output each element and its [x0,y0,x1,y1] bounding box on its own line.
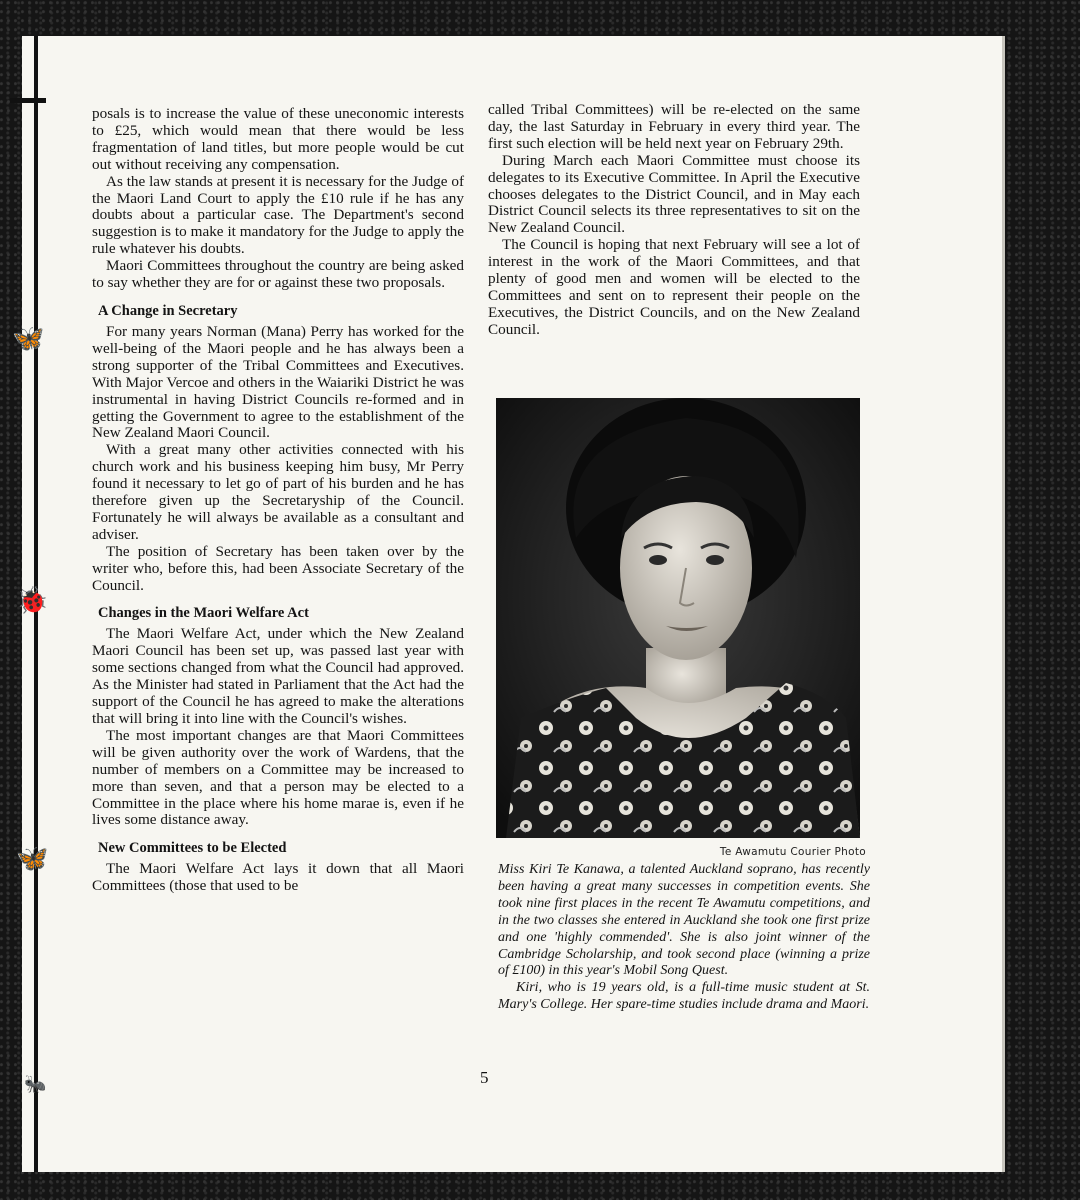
paragraph: During March each Maori Committee must choose its delegates to its Executive Committee. In April the Executive chooses delegates to the District Council, and in May each District Council selects its three representatives to sit on the New Zealand Council. [488,151,860,237]
binding-cap [10,98,46,103]
left-column [92,106,464,895]
paragraph: called Tribal Committees) will be re-elected on the same day, the last Saturday in February in every third year. The first such election will be held next year on February 29th. [488,101,860,152]
moth-silhouette-icon: 🦋 [16,844,49,874]
paragraph: For many years Norman (Mana) Perry has worked for the well-being of the Maori people and he has always been a strong supporter of the Tribal Committees and Executives. With Major Vercoe and others in the Waiariki District he was instrumental in having District Councils re-formed and in getting the Government to agree to the establishment of the New Zealand Maori Council. [92,322,464,442]
paragraph: posals is to increase the value of these uneconomic interests to £25, which would mean that there would be less fragmentation of land titles, but more people would be cut out without receiving any compensation. [92,105,464,173]
photo-credit: Te Awamutu Courier Photo [719,846,866,858]
section-heading-secretary: A Change in Secretary [98,302,238,319]
paragraph: Maori Committees throughout the country are being asked to say whether they are for or against these two proposals. [92,257,464,292]
page-number: 5 [480,1068,489,1087]
portrait-illustration [496,398,860,838]
paragraph: As the law stands at present it is necessary for the Judge of the Maori Land Court to apply the £10 rule if he has any doubts about a particular case. The Department's second suggestion is to make it mandatory for the Judge to apply the rule whatever his doubts. [92,172,464,258]
moth-silhouette-icon: 🦋 [12,324,45,354]
section-heading-welfare-act: Changes in the Maori Welfare Act [98,605,309,622]
bug-silhouette-icon: 🐜 [24,1074,47,1095]
caption-paragraph: Kiri, who is 19 years old, is a full-time music student at St. Mary's College. Her spare-time studies include drama and Maori. [498,980,870,1013]
section-heading-committees: New Committees to be Elected [98,840,287,857]
beetle-silhouette-icon: 🐞 [16,586,49,616]
photo-caption [498,862,870,1014]
paragraph: With a great many other activities connected with his church work and his business keeping him busy, Mr Perry found it necessary to let go of part of his burden and he has therefore given up the Secretaryship of the Council. Fortunately he will always be available as a consultant and adviser. [92,441,464,543]
paragraph: The Maori Welfare Act lays it down that all Maori Committees (those that used to be [92,860,464,895]
right-column [488,102,860,339]
portrait-photo [496,398,860,838]
caption-paragraph: Miss Kiri Te Kanawa, a talented Auckland soprano, has recently been having a great many successes in competition events. She took nine first places in the recent Te Awamutu competitions, and in the two classes she entered in Auckland she took one first prize and one 'highly commended'. She is also joint winner of the Cambridge Scholarship, and took second place (winning a prize of £100) in this year's Mobil Song Quest. [498,862,870,979]
page-edge-shadow [1002,36,1005,1172]
paragraph: The position of Secretary has been taken over by the writer who, before this, had been Associate Secretary of the Council. [92,542,464,594]
paragraph: The Maori Welfare Act, under which the New Zealand Maori Council has been set up, was passed last year with some sections changed from what the Council had approved. As the Minister had stated in Parliament that the Act had the support of the Council he has agreed to make the alterations that will bring it into line with the Council's wishes. [92,625,464,727]
paragraph: The Council is hoping that next February will see a lot of interest in the work of the Maori Committees, and that plenty of good men and women will be elected to the Committees and sent on to represent their people on the Executives, the District Councils, and on the New Zealand Council. [488,236,860,338]
paragraph: The most important changes are that Maori Committees will be given authority over the work of Wardens, that the number of members on a Committee may be increased to more than seven, and that a person may be elected to a Committee in the place where his home marae is, even if he lives some distance away. [92,726,464,829]
